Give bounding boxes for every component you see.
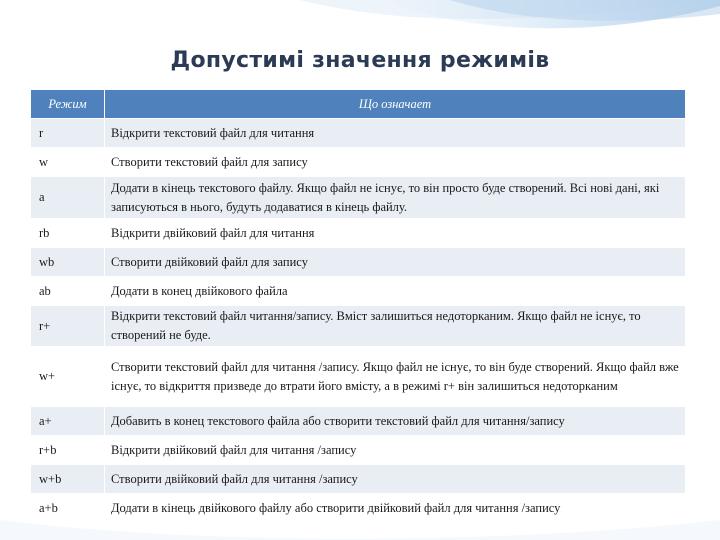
- meaning-cell: Відкрити двійковий файл для читання /запису: [105, 436, 686, 465]
- header-mode: Режим: [31, 90, 105, 119]
- table-row: [31, 436, 686, 465]
- mode-cell: w+b: [31, 465, 105, 494]
- meaning-cell: Добавить в конец текстового файла або створити текстовий файл для читання/запису: [105, 407, 686, 436]
- meaning-cell: Відкрити текстовий файл для читання: [105, 119, 686, 148]
- page-title: Допустимі значення режимів: [170, 48, 550, 73]
- mode-cell: rb: [31, 219, 105, 248]
- meaning-cell: Відкрити двійковий файл для читання: [105, 219, 686, 248]
- mode-cell: r+: [31, 306, 105, 347]
- mode-cell: wb: [31, 248, 105, 277]
- mode-cell: r+b: [31, 436, 105, 465]
- meaning-cell: Створити текстовий файл для читання /запису. Якщо файл не існує, то він буде створений. Якщо файл вже існує, то відкриття призведе до втрати його вмісту, а в режимі r+ він залишиться недоторканим: [105, 347, 686, 407]
- table-row: [31, 407, 686, 436]
- table-row: [31, 219, 686, 248]
- mode-cell: a: [31, 177, 105, 219]
- mode-cell: r: [31, 119, 105, 148]
- table-row: [31, 277, 686, 306]
- meaning-cell: Створити текстовий файл для запису: [105, 148, 686, 177]
- table-row: [31, 306, 686, 347]
- meaning-cell: Створити двійковий файл для читання /запису: [105, 465, 686, 494]
- mode-cell: w: [31, 148, 105, 177]
- meaning-cell: Додати в кінець двійкового файлу або створити двійковий файл для читання /запису: [105, 494, 686, 523]
- mode-cell: ab: [31, 277, 105, 306]
- table-header-row: [31, 90, 686, 119]
- modes-table: [30, 89, 686, 523]
- meaning-cell: Додати в кінець текстового файлу. Якщо файл не існує, то він просто буде створений. Всі нові дані, які записуються в нього, будуть додаватися в кінець файлу.: [105, 177, 686, 219]
- table-row: [31, 465, 686, 494]
- mode-cell: a+: [31, 407, 105, 436]
- meaning-cell: Додати в конец двійкового файла: [105, 277, 686, 306]
- table-row: [31, 494, 686, 523]
- meaning-cell: Відкрити текстовий файл читання/запису. Вміст залишиться недоторканим. Якщо файл не існує, то створений не буде.: [105, 306, 686, 347]
- header-meaning: Що означает: [105, 90, 686, 119]
- table-row: [31, 119, 686, 148]
- table-row: [31, 177, 686, 219]
- meaning-cell: Створити двійковий файл для запису: [105, 248, 686, 277]
- mode-cell: a+b: [31, 494, 105, 523]
- table-row: [31, 248, 686, 277]
- mode-cell: w+: [31, 347, 105, 407]
- table-row: [31, 148, 686, 177]
- table-row: [31, 347, 686, 407]
